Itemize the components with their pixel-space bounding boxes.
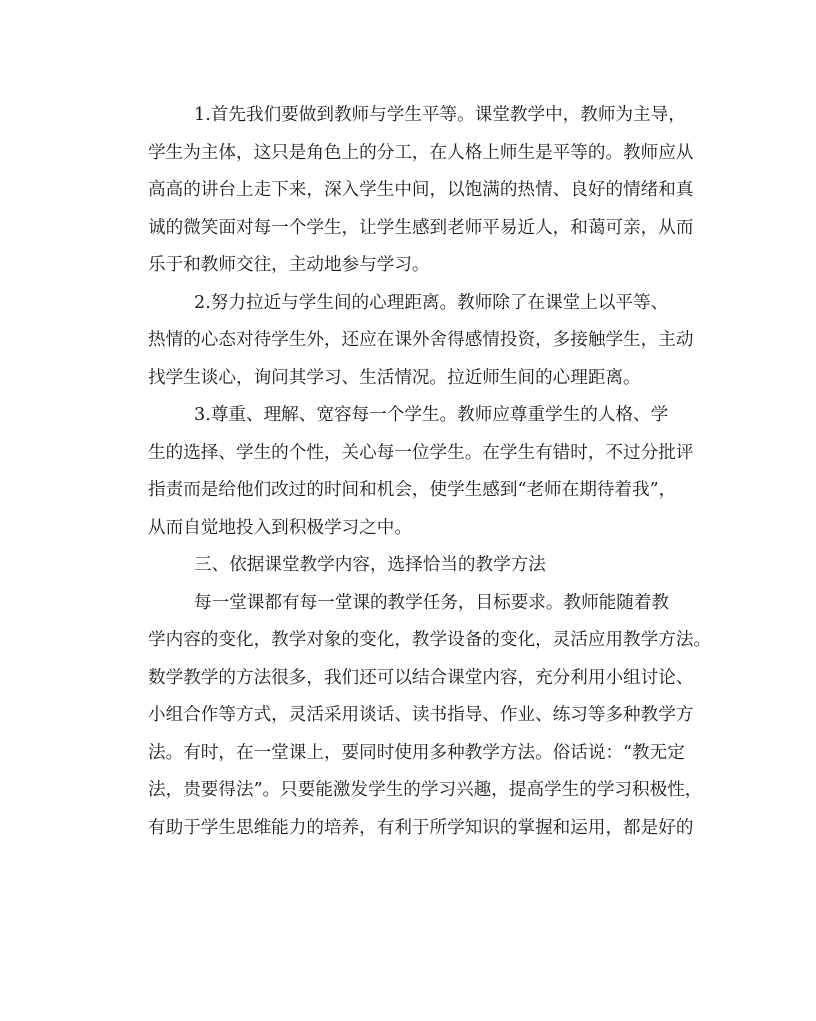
text-line: 高高的讲台上走下来，深入学生中间，以饱满的热情、良好的情绪和真 [148,180,694,200]
text-line: 从而自觉地投入到积极学习之中。 [148,517,412,538]
text-line: 学内容的变化，教学对象的变化，教学设备的变化，灵活应用教学方法。 [148,630,712,650]
text-line: 诚的微笑面对每一个学生，让学生感到老师平易近人，和蔼可亲，从而 [148,217,694,238]
text-line: 生的选择、学生的个性，关心每一位学生。在学生有错时，不过分批评 [148,442,694,463]
paragraph-teacher-student-equality [148,101,698,289]
text-line: 每一堂课都有每一堂课的教学任务，目标要求。教师能随着教 [194,592,670,613]
text-line: 指责而是给他们改过的时间和机会，使学生感到“老师在期待着我”， [148,480,677,500]
section-heading-text: 三、依据课堂教学内容，选择恰当的教学方法 [194,555,546,575]
paragraph-psychological-distance [148,289,698,402]
text-line: 数学教学的方法很多，我们还可以结合课堂内容，充分利用小组讨论、 [148,667,694,688]
text-line: 有助于学生思维能力的培养，有利于所学知识的掌握和运用，都是好的 [148,817,694,838]
text-line: 找学生谈心，询问其学习、生活情况。拉近师生间的心理距离。 [148,367,641,388]
section-heading [148,551,698,589]
text-line: 法，贵要得法”。只要能激发学生的学习兴趣，提高学生的学习积极性， [148,780,703,800]
text-line: 法。有时，在一堂课上，要同时使用多种教学方法。俗话说：“教无定 [148,742,685,763]
text-line: 乐于和教师交往，主动地参与学习。 [148,255,430,275]
text-line: 小组合作等方式，灵活采用谈话、读书指导、作业、练习等多种教学方 [148,705,694,725]
paragraph-teaching-methods [148,589,712,852]
text-line: 1.首先我们要做到教师与学生平等。课堂教学中，教师为主导， [194,105,686,125]
text-line: 热情的心态对待学生外，还应在课外舍得感情投资，多接触学生，主动 [148,330,694,350]
document-body [148,101,712,851]
paragraph-respect-students [148,401,698,551]
text-line: 3.尊重、理解、宽容每一个学生。教师应尊重学生的人格、学 [194,405,669,425]
text-line: 学生为主体，这只是角色上的分工，在人格上师生是平等的。教师应从 [148,142,694,163]
text-line: 2.努力拉近与学生间的心理距离。教师除了在课堂上以平等、 [194,292,669,313]
